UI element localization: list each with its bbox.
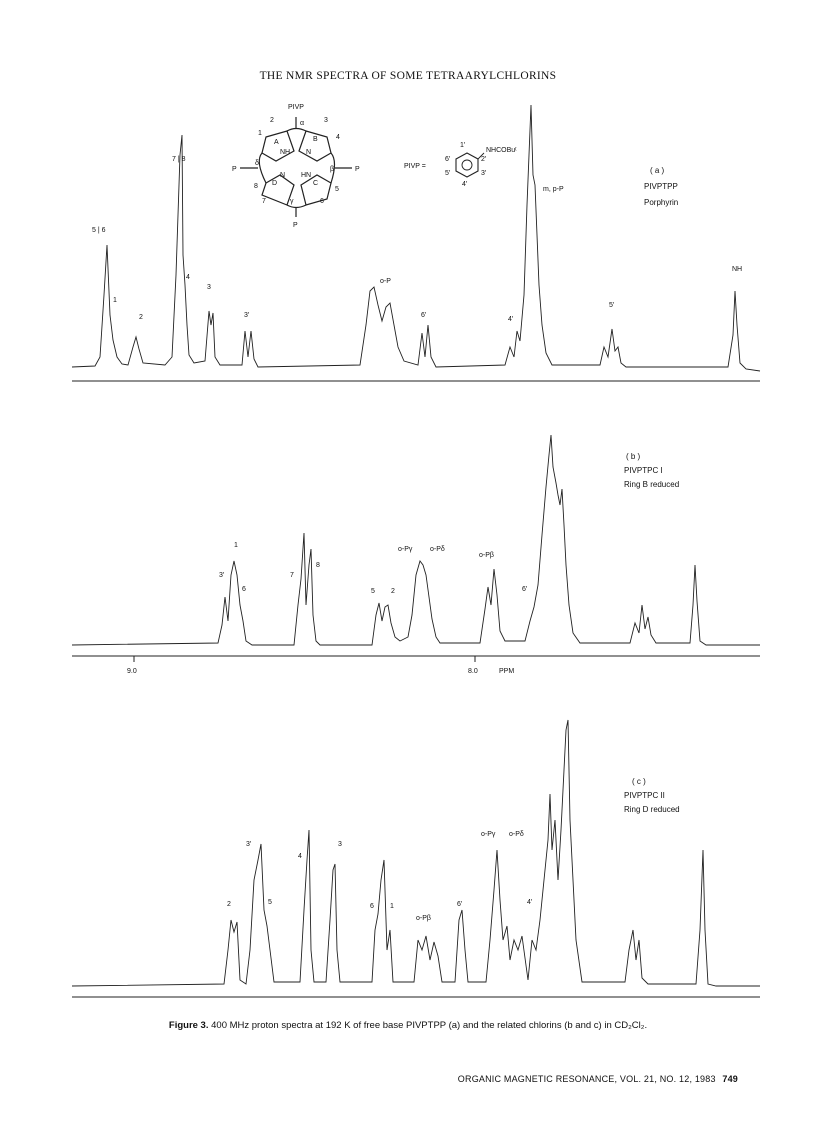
running-head: THE NMR SPECTRA OF SOME TETRAARYLCHLORINS — [259, 70, 557, 82]
axis-b-tick-8: 8.0 — [468, 668, 478, 675]
peak-c-6: 6 — [370, 903, 374, 910]
peak-b-8: 8 — [316, 562, 320, 569]
figure-caption-label: Figure 3. — [168, 1020, 209, 1031]
peak-b-5: 5 — [371, 588, 375, 595]
pivp-pos-6: 6′ — [445, 156, 451, 163]
peak-a-5-6: 5 | 6 — [92, 227, 106, 234]
peak-a-3: 3 — [207, 284, 211, 291]
peak-b-oPb: o-Pβ — [479, 552, 494, 559]
pos-label-5: 5 — [335, 186, 339, 193]
pivp-equals-label: PIVP = — [404, 163, 426, 170]
panel-b-name: PIVPTPC I — [624, 466, 663, 475]
spectrum-trace-a — [72, 105, 760, 371]
peak-a-7-8: 7 | 8 — [172, 156, 186, 163]
figure-caption — [0, 1020, 816, 1031]
gamma-label: γ — [290, 198, 294, 205]
peak-a-6p: 6′ — [421, 312, 427, 319]
footer-journal: ORGANIC MAGNETIC RESONANCE, VOL. 21, NO. 12, 1983 — [457, 1074, 716, 1084]
panel-c-id: ( c ) — [632, 777, 646, 786]
nhcobu-label: NHCOBuᵗ — [486, 147, 517, 154]
peak-b-oPg: o-Pγ — [398, 546, 413, 553]
figure-caption-text: 400 MHz proton spectra at 192 K of free base PIVPTPP (a) and the related chlorins (b and c) in CD₂Cl₂. — [211, 1020, 648, 1031]
pivp-pos-3: 3′ — [481, 170, 487, 177]
peak-b-2: 2 — [391, 588, 395, 595]
peak-b-6: 6 — [242, 586, 246, 593]
peak-c-oPd: o-Pδ — [509, 831, 524, 838]
peak-c-4p: 4′ — [527, 899, 533, 906]
pos-label-2: 2 — [270, 117, 274, 124]
spectrum-panel-c — [0, 710, 816, 1005]
panel-b-desc: Ring B reduced — [624, 480, 680, 489]
footer-page-number: 749 — [722, 1074, 738, 1084]
peak-b-oPd: o-Pδ — [430, 546, 445, 553]
spectrum-trace-c — [72, 720, 760, 986]
delta-label: δ — [255, 160, 259, 167]
sub-label-bottom: P — [293, 222, 298, 229]
sub-label-right: P — [355, 166, 360, 173]
peak-c-4: 4 — [298, 853, 302, 860]
peak-a-mpP: m, p-P — [543, 186, 564, 193]
peak-b-6p: 6′ — [522, 586, 528, 593]
panel-c-name: PIVPTPC II — [624, 791, 665, 800]
n-label-1: N — [306, 149, 312, 156]
peak-c-3p: 3′ — [246, 841, 252, 848]
pos-label-1: 1 — [258, 130, 262, 137]
peak-c-oPg: o-Pγ — [481, 831, 496, 838]
peak-a-2: 2 — [139, 314, 143, 321]
ring-c-label: C — [313, 180, 319, 187]
pivp-pos-5: 5′ — [445, 170, 451, 177]
peak-c-2: 2 — [227, 901, 231, 908]
panel-b-id: ( b ) — [626, 452, 641, 461]
peak-c-oPb: o-Pβ — [416, 915, 431, 922]
panel-a-desc: Porphyrin — [644, 198, 679, 207]
porphyrin-structure — [232, 104, 360, 229]
spectrum-panel-b — [0, 425, 816, 680]
panel-c-desc: Ring D reduced — [624, 805, 680, 814]
panel-a-name: PIVPTPP — [644, 182, 678, 191]
beta-label: β — [330, 166, 335, 173]
peak-b-3p: 3′ — [219, 572, 225, 579]
peak-b-7: 7 — [290, 572, 294, 579]
pivp-pos-1: 1′ — [460, 142, 466, 149]
pos-label-3: 3 — [324, 117, 328, 124]
alpha-label: α — [300, 120, 305, 127]
peak-b-1: 1 — [234, 542, 238, 549]
pos-label-6: 6 — [320, 198, 324, 205]
peak-a-4: 4 — [186, 274, 190, 281]
ring-b-label: B — [313, 136, 318, 143]
peak-a-NH: NH — [732, 266, 743, 273]
peak-a-oP: o-P — [380, 278, 391, 285]
pos-label-8: 8 — [254, 183, 258, 190]
peak-a-4p: 4′ — [508, 316, 514, 323]
page-footer — [458, 1074, 738, 1084]
pivp-structure — [404, 142, 517, 188]
peak-c-1: 1 — [390, 903, 394, 910]
n-label-2: N — [280, 172, 286, 179]
peak-a-3p: 3′ — [244, 312, 250, 319]
pivp-pos-4: 4′ — [462, 181, 468, 188]
ring-a-label: A — [274, 139, 279, 146]
pos-label-7: 7 — [262, 198, 266, 205]
structure-pivp-label: PIVP — [288, 104, 304, 111]
nh-label: NH — [280, 149, 291, 156]
axis-b-ppm: PPM — [499, 668, 515, 675]
pos-label-4: 4 — [336, 134, 340, 141]
panel-a-id: ( a ) — [650, 166, 665, 175]
peak-a-5p: 5′ — [609, 302, 615, 309]
peak-a-1: 1 — [113, 297, 117, 304]
peak-c-3: 3 — [338, 841, 342, 848]
pivp-pos-2: 2′ — [481, 156, 487, 163]
peak-c-6p: 6′ — [457, 901, 463, 908]
sub-label-left: P — [232, 166, 237, 173]
hn-label: HN — [301, 172, 312, 179]
spectrum-panel-a — [0, 95, 816, 390]
ring-d-label: D — [272, 180, 278, 187]
axis-b-tick-9: 9.0 — [127, 668, 137, 675]
peak-c-5: 5 — [268, 899, 272, 906]
